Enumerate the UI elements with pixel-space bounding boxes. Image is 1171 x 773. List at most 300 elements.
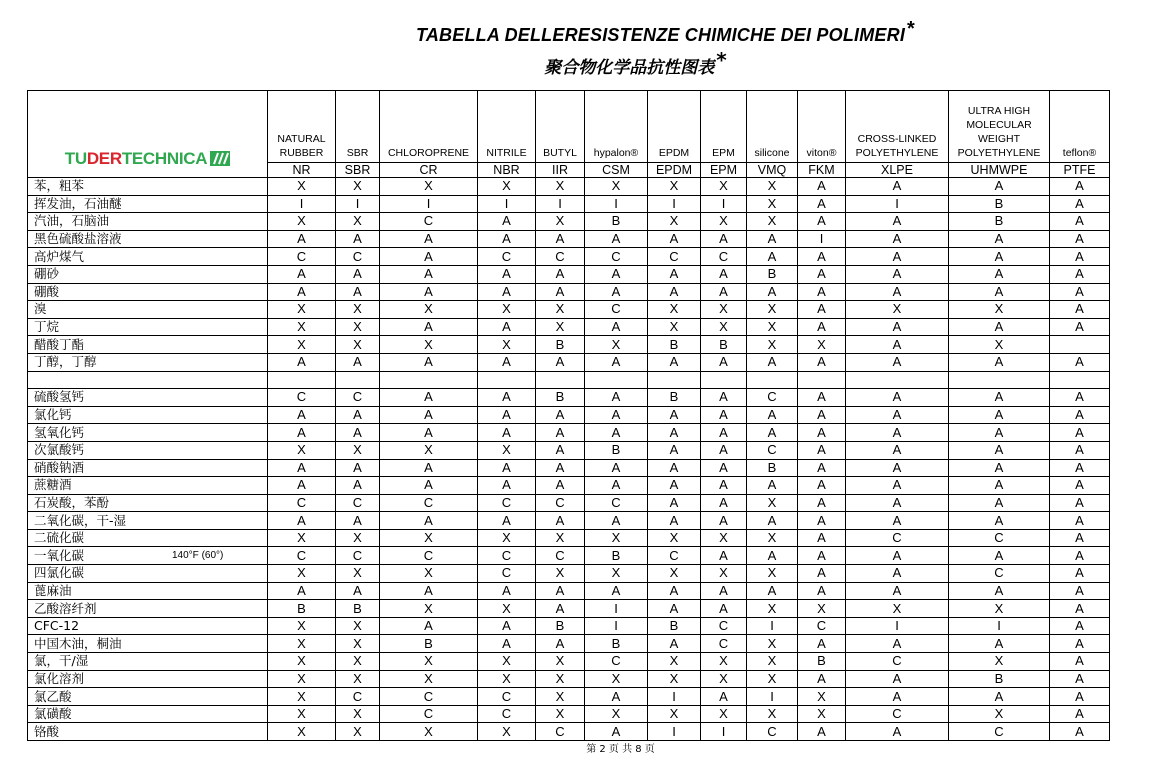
rating-cell: X xyxy=(536,565,585,583)
rating-cell: A xyxy=(380,248,478,266)
chemical-name: 二硫化碳 xyxy=(34,530,85,546)
rating-cell: B xyxy=(747,265,798,283)
chemical-name-cell xyxy=(28,318,268,336)
rating-cell: A xyxy=(585,582,648,600)
chemical-name-cell xyxy=(28,301,268,319)
rating-cell: I xyxy=(268,195,336,213)
rating-cell: I xyxy=(846,195,949,213)
rating-cell: A xyxy=(536,582,585,600)
rating-cell: X xyxy=(585,336,648,354)
chemical-name: 硝酸钠酒 xyxy=(34,459,85,475)
rating-cell: A xyxy=(846,494,949,512)
rating-cell: X xyxy=(380,670,478,688)
rating-cell: X xyxy=(336,705,380,723)
column-header-epm: EPM xyxy=(701,91,747,163)
rating-cell: A xyxy=(648,582,701,600)
rating-cell: I xyxy=(846,617,949,635)
rating-cell: A xyxy=(478,406,536,424)
rating-cell: A xyxy=(380,512,478,530)
table-row xyxy=(28,512,1110,530)
rating-cell: X xyxy=(336,441,380,459)
tudertechnica-logo xyxy=(65,149,208,168)
rating-cell: C xyxy=(380,688,478,706)
rating-cell: C xyxy=(478,688,536,706)
rating-cell: A xyxy=(701,600,747,618)
rating-cell: C xyxy=(268,494,336,512)
rating-cell: A xyxy=(846,547,949,565)
rating-cell: C xyxy=(701,248,747,266)
rating-cell: A xyxy=(336,283,380,301)
rating-cell: X xyxy=(798,705,846,723)
rating-cell: A xyxy=(701,459,747,477)
rating-cell: C xyxy=(747,441,798,459)
chemical-name-cell xyxy=(28,688,268,706)
rating-cell: C xyxy=(846,529,949,547)
rating-cell: A xyxy=(1050,565,1110,583)
rating-cell: X xyxy=(478,600,536,618)
chemical-name: 次氯酸钙 xyxy=(34,442,85,458)
chemical-name: 氯化溶剂 xyxy=(34,670,85,686)
chemical-name-cell xyxy=(28,670,268,688)
rating-cell: A xyxy=(380,265,478,283)
page-subtitle xyxy=(0,48,1171,78)
rating-cell: A xyxy=(478,213,536,231)
rating-cell: A xyxy=(536,230,585,248)
header-full-names-row xyxy=(28,91,1110,163)
column-header-ptfe: teflon® xyxy=(1050,91,1110,163)
rating-cell: C xyxy=(536,547,585,565)
chemical-name: CFC-12 xyxy=(34,618,80,634)
rating-cell: X xyxy=(268,617,336,635)
table-row xyxy=(28,688,1110,706)
rating-cell: I xyxy=(648,688,701,706)
rating-cell: A xyxy=(1050,178,1110,196)
subtitle-asterisk: * xyxy=(716,48,727,72)
rating-cell: C xyxy=(268,248,336,266)
rating-cell xyxy=(380,371,478,389)
chemical-name: 苯，粗苯 xyxy=(34,178,85,194)
rating-cell: A xyxy=(949,248,1050,266)
rating-cell: A xyxy=(268,582,336,600)
rating-cell: A xyxy=(268,477,336,495)
chemical-name: 四氯化碳 xyxy=(34,565,85,581)
rating-cell: A xyxy=(798,441,846,459)
chemical-name-cell xyxy=(28,406,268,424)
rating-cell: X xyxy=(336,301,380,319)
rating-cell: B xyxy=(380,635,478,653)
column-header-uhmwpe: ULTRA HIGH MOLECULAR WEIGHT POLYETHYLENE xyxy=(949,91,1050,163)
rating-cell: B xyxy=(648,389,701,407)
rating-cell: C xyxy=(478,705,536,723)
rating-cell: A xyxy=(949,424,1050,442)
rating-cell: A xyxy=(478,582,536,600)
page-title xyxy=(0,18,1171,46)
rating-cell: A xyxy=(648,459,701,477)
rating-cell: X xyxy=(268,336,336,354)
rating-cell: X xyxy=(747,301,798,319)
rating-cell: A xyxy=(478,635,536,653)
rating-cell: B xyxy=(585,547,648,565)
chemical-resistance-table xyxy=(27,90,1110,741)
rating-cell: X xyxy=(268,723,336,741)
rating-cell: A xyxy=(478,265,536,283)
rating-cell: A xyxy=(648,283,701,301)
rating-cell: X xyxy=(747,600,798,618)
chemical-name-cell xyxy=(28,336,268,354)
rating-cell: A xyxy=(268,283,336,301)
rating-cell: I xyxy=(585,617,648,635)
rating-cell: A xyxy=(478,617,536,635)
rating-cell xyxy=(648,371,701,389)
rating-cell: X xyxy=(648,213,701,231)
chemical-name: 丁烷 xyxy=(34,319,60,335)
rating-cell: A xyxy=(380,389,478,407)
chemical-name: 溴 xyxy=(34,301,47,317)
rating-cell: X xyxy=(648,670,701,688)
rating-cell: A xyxy=(798,353,846,371)
rating-cell: A xyxy=(648,635,701,653)
table-row xyxy=(28,230,1110,248)
rating-cell: A xyxy=(380,477,478,495)
rating-cell: C xyxy=(846,705,949,723)
rating-cell: X xyxy=(268,688,336,706)
rating-cell: C xyxy=(701,617,747,635)
rating-cell: A xyxy=(949,230,1050,248)
title-text: TABELLA DELLERESISTENZE CHIMICHE DEI POLIMERI xyxy=(416,25,906,45)
table-row xyxy=(28,670,1110,688)
rating-cell: X xyxy=(747,635,798,653)
rating-cell: A xyxy=(268,230,336,248)
rating-cell: C xyxy=(478,494,536,512)
chemical-name-cell xyxy=(28,723,268,741)
rating-cell: A xyxy=(268,512,336,530)
rating-cell: A xyxy=(648,477,701,495)
rating-cell: X xyxy=(336,336,380,354)
column-abbr-xlpe: XLPE xyxy=(846,163,949,178)
chemical-name: 丁醇，丁醇 xyxy=(34,354,97,370)
rating-cell: A xyxy=(585,389,648,407)
rating-cell: A xyxy=(536,424,585,442)
chemical-name: 氯磺酸 xyxy=(34,706,72,722)
rating-cell: A xyxy=(1050,213,1110,231)
rating-cell: A xyxy=(380,406,478,424)
chemical-name-cell xyxy=(28,617,268,635)
rating-cell xyxy=(701,371,747,389)
column-header-nbr: NITRILE xyxy=(478,91,536,163)
chemical-name-cell xyxy=(28,265,268,283)
chemical-name-cell xyxy=(28,371,268,389)
rating-cell: X xyxy=(798,688,846,706)
rating-cell: A xyxy=(478,459,536,477)
rating-cell: A xyxy=(1050,301,1110,319)
rating-cell: X xyxy=(798,336,846,354)
rating-cell: A xyxy=(949,635,1050,653)
rating-cell: X xyxy=(336,617,380,635)
rating-cell: A xyxy=(701,389,747,407)
table-row xyxy=(28,529,1110,547)
table-row xyxy=(28,723,1110,741)
rating-cell: X xyxy=(747,213,798,231)
rating-cell: A xyxy=(846,582,949,600)
rating-cell: A xyxy=(798,670,846,688)
rating-cell: A xyxy=(1050,195,1110,213)
rating-cell: C xyxy=(478,565,536,583)
table-row xyxy=(28,477,1110,495)
rating-cell: A xyxy=(268,459,336,477)
chemical-name: 汽油，石脑油 xyxy=(34,213,110,229)
rating-cell xyxy=(747,371,798,389)
rating-cell: A xyxy=(536,477,585,495)
rating-cell: X xyxy=(949,336,1050,354)
rating-cell: X xyxy=(747,318,798,336)
rating-cell: X xyxy=(701,301,747,319)
table-row xyxy=(28,547,1110,565)
rating-cell: B xyxy=(798,653,846,671)
chemical-name-cell xyxy=(28,565,268,583)
rating-cell: X xyxy=(536,213,585,231)
rating-cell: A xyxy=(336,406,380,424)
rating-cell: I xyxy=(336,195,380,213)
rating-cell: A xyxy=(846,459,949,477)
rating-cell: X xyxy=(478,670,536,688)
rating-cell: A xyxy=(585,265,648,283)
rating-cell: A xyxy=(747,424,798,442)
rating-cell: A xyxy=(747,230,798,248)
chemical-name-cell xyxy=(28,600,268,618)
rating-cell: A xyxy=(648,494,701,512)
rating-cell xyxy=(478,371,536,389)
rating-cell: A xyxy=(478,353,536,371)
table-row xyxy=(28,318,1110,336)
rating-cell: I xyxy=(949,617,1050,635)
chemical-name: 硫酸氢钙 xyxy=(34,389,85,405)
rating-cell: B xyxy=(536,336,585,354)
rating-cell xyxy=(1050,371,1110,389)
rating-cell: A xyxy=(798,529,846,547)
table-row xyxy=(28,406,1110,424)
rating-cell: A xyxy=(648,353,701,371)
table-row xyxy=(28,283,1110,301)
rating-cell: A xyxy=(380,283,478,301)
rating-cell: A xyxy=(380,582,478,600)
rating-cell: B xyxy=(648,336,701,354)
rating-cell: C xyxy=(585,248,648,266)
rating-cell: X xyxy=(268,653,336,671)
rating-cell: X xyxy=(380,600,478,618)
rating-cell: A xyxy=(585,283,648,301)
table-row xyxy=(28,494,1110,512)
rating-cell: A xyxy=(1050,230,1110,248)
rating-cell: X xyxy=(747,705,798,723)
column-abbr-epm: EPM xyxy=(701,163,747,178)
rating-cell: A xyxy=(380,424,478,442)
table-row xyxy=(28,582,1110,600)
rating-cell: X xyxy=(536,318,585,336)
rating-cell: A xyxy=(536,635,585,653)
rating-cell: X xyxy=(536,653,585,671)
chemical-name: 氯化钙 xyxy=(34,407,72,423)
rating-cell: I xyxy=(585,195,648,213)
rating-cell: A xyxy=(701,688,747,706)
rating-cell xyxy=(585,371,648,389)
table-row xyxy=(28,441,1110,459)
rating-cell: A xyxy=(701,406,747,424)
rating-cell: A xyxy=(648,406,701,424)
rating-cell: X xyxy=(380,565,478,583)
table-row xyxy=(28,459,1110,477)
rating-cell: A xyxy=(747,547,798,565)
rating-cell: A xyxy=(798,512,846,530)
table-row xyxy=(28,301,1110,319)
chemical-name-cell xyxy=(28,494,268,512)
rating-cell: X xyxy=(648,178,701,196)
rating-cell: A xyxy=(585,424,648,442)
rating-cell: A xyxy=(478,424,536,442)
rating-cell: X xyxy=(648,318,701,336)
rating-cell: C xyxy=(949,723,1050,741)
rating-cell: A xyxy=(1050,441,1110,459)
rating-cell: A xyxy=(1050,389,1110,407)
logo-text-part2: DER xyxy=(86,149,122,168)
rating-cell: C xyxy=(949,529,1050,547)
rating-cell: B xyxy=(585,635,648,653)
rating-cell: C xyxy=(648,248,701,266)
rating-cell: A xyxy=(949,389,1050,407)
rating-cell: X xyxy=(478,723,536,741)
rating-cell: A xyxy=(846,336,949,354)
rating-cell: B xyxy=(536,617,585,635)
rating-cell: A xyxy=(536,353,585,371)
rating-cell: A xyxy=(798,723,846,741)
rating-cell: C xyxy=(336,494,380,512)
rating-cell: A xyxy=(648,600,701,618)
column-abbr-epdm: EPDM xyxy=(648,163,701,178)
rating-cell: A xyxy=(536,441,585,459)
rating-cell: X xyxy=(701,565,747,583)
rating-cell: X xyxy=(268,441,336,459)
column-abbr-uhmwpe: UHMWPE xyxy=(949,163,1050,178)
rating-cell: X xyxy=(701,213,747,231)
rating-cell: B xyxy=(949,670,1050,688)
rating-cell: A xyxy=(1050,477,1110,495)
rating-cell: A xyxy=(336,265,380,283)
rating-cell: A xyxy=(798,389,846,407)
rating-cell: A xyxy=(336,459,380,477)
rating-cell: A xyxy=(268,265,336,283)
rating-cell: X xyxy=(536,178,585,196)
rating-cell: C xyxy=(536,494,585,512)
rating-cell: A xyxy=(701,424,747,442)
rating-cell: X xyxy=(268,529,336,547)
rating-cell: X xyxy=(336,529,380,547)
column-header-xlpe: CROSS-LINKED POLYETHYLENE xyxy=(846,91,949,163)
rating-cell: A xyxy=(336,424,380,442)
logo-cell xyxy=(28,91,268,178)
rating-cell: X xyxy=(949,653,1050,671)
rating-cell: A xyxy=(585,230,648,248)
rating-cell: X xyxy=(949,600,1050,618)
rating-cell xyxy=(846,371,949,389)
chemical-name-cell xyxy=(28,705,268,723)
rating-cell: X xyxy=(747,494,798,512)
rating-cell: X xyxy=(536,670,585,688)
rating-cell: X xyxy=(648,565,701,583)
rating-cell: B xyxy=(949,213,1050,231)
rating-cell: A xyxy=(1050,635,1110,653)
rating-cell: A xyxy=(1050,600,1110,618)
rating-cell: X xyxy=(336,653,380,671)
rating-cell: A xyxy=(478,477,536,495)
rating-cell: X xyxy=(648,653,701,671)
rating-cell: A xyxy=(747,353,798,371)
rating-cell: A xyxy=(846,213,949,231)
chemical-name-cell xyxy=(28,653,268,671)
rating-cell: A xyxy=(949,477,1050,495)
rating-cell: A xyxy=(1050,406,1110,424)
rating-cell: A xyxy=(846,565,949,583)
chemical-name-cell xyxy=(28,547,268,565)
rating-cell: A xyxy=(380,353,478,371)
rating-cell: A xyxy=(336,582,380,600)
rating-cell xyxy=(268,371,336,389)
table-row xyxy=(28,248,1110,266)
rating-cell: A xyxy=(701,265,747,283)
rating-cell: A xyxy=(1050,670,1110,688)
table-row xyxy=(28,213,1110,231)
column-header-nr: NATURAL RUBBER xyxy=(268,91,336,163)
rating-cell: B xyxy=(585,213,648,231)
rating-cell: X xyxy=(478,178,536,196)
rating-cell: A xyxy=(798,213,846,231)
rating-cell: A xyxy=(747,512,798,530)
rating-cell: X xyxy=(798,600,846,618)
rating-cell: B xyxy=(585,441,648,459)
rating-cell: A xyxy=(701,582,747,600)
table-row xyxy=(28,389,1110,407)
rating-cell: A xyxy=(798,301,846,319)
column-header-sbr: SBR xyxy=(336,91,380,163)
rating-cell: A xyxy=(846,723,949,741)
chemical-name: 硼酸 xyxy=(34,283,60,299)
rating-cell: X xyxy=(846,600,949,618)
rating-cell: X xyxy=(336,178,380,196)
rating-cell: X xyxy=(536,688,585,706)
rating-cell: A xyxy=(1050,688,1110,706)
rating-cell: A xyxy=(380,617,478,635)
rating-cell: A xyxy=(846,477,949,495)
rating-cell: A xyxy=(846,441,949,459)
rating-cell: A xyxy=(798,477,846,495)
rating-cell: X xyxy=(747,336,798,354)
rating-cell: X xyxy=(380,529,478,547)
rating-cell: I xyxy=(747,688,798,706)
rating-cell: A xyxy=(701,441,747,459)
rating-cell: C xyxy=(585,301,648,319)
rating-cell: A xyxy=(380,459,478,477)
column-abbr-nr: NR xyxy=(268,163,336,178)
chemical-name: 高炉煤气 xyxy=(34,248,85,264)
rating-cell: A xyxy=(336,230,380,248)
rating-cell: A xyxy=(1050,547,1110,565)
rating-cell: X xyxy=(747,178,798,196)
rating-cell: A xyxy=(536,459,585,477)
table-row xyxy=(28,600,1110,618)
chemical-name: 黑色硫酸盐溶液 xyxy=(34,231,122,247)
rating-cell: X xyxy=(648,529,701,547)
rating-cell: A xyxy=(585,512,648,530)
rating-cell: A xyxy=(1050,529,1110,547)
rating-cell: C xyxy=(336,547,380,565)
